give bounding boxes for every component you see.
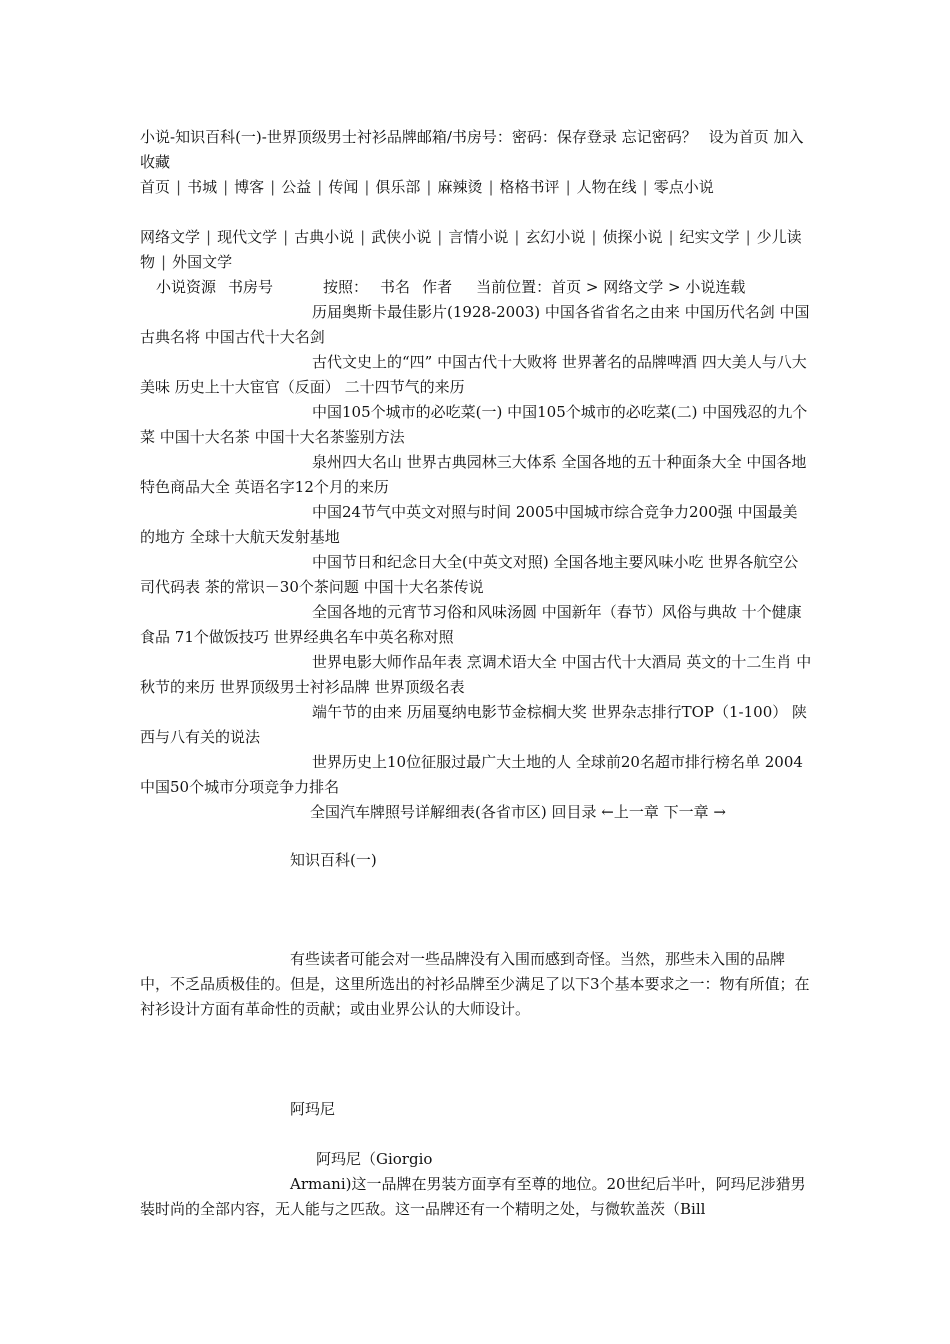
nav_genre-link[interactable]: 言情小说	[448, 228, 509, 246]
nav_main-link[interactable]: 人物在线	[576, 178, 637, 196]
nav-separator: |	[437, 228, 443, 246]
nav-separator: |	[283, 228, 289, 246]
nav-separator: |	[161, 253, 167, 271]
related-article-link[interactable]: 烹调术语大全	[466, 653, 557, 671]
related-article-link[interactable]: 全球前20名超市排行榜名单	[575, 753, 760, 771]
related-article-link[interactable]: 全国各地主要风味小吃	[553, 553, 704, 571]
related-article-link[interactable]: 全国各地的五十种面条大全	[561, 453, 742, 471]
nav-separator: |	[745, 228, 751, 246]
related-article-link[interactable]: 中国十大名茶	[159, 428, 250, 446]
related-article-link[interactable]: 世界古典园林三大体系	[406, 453, 557, 471]
novel-source-link[interactable]: 小说资源	[156, 278, 217, 296]
link-row	[140, 350, 812, 400]
breadcrumb-serial-novel[interactable]: 小说连载	[685, 278, 746, 296]
article-intro: 有些读者可能会对一些品牌没有入围而感到奇怪。当然，那些未入围的品牌中，不乏品质极佳的。但是，这里所选出的衬衫品牌至少满足了以下3个基本要求之一：物有所值；在衬衫设计方面有革命性的贡献；或由业界公认的大师设计。	[140, 950, 810, 1018]
genre-nav	[140, 225, 812, 275]
previous-chapter-link[interactable]: ←上一章	[601, 803, 659, 821]
link-row	[140, 300, 812, 350]
location-label: 当前位置：	[476, 278, 552, 296]
nav_main-link[interactable]: 书城	[187, 178, 218, 196]
related-article-link[interactable]: 2004中国50个城市分项竞争力排名	[140, 753, 803, 796]
link-row	[140, 700, 812, 750]
nav-separator: |	[514, 228, 520, 246]
breadcrumb-separator: >	[668, 278, 681, 296]
nav_genre-link[interactable]: 纪实文学	[679, 228, 740, 246]
related-article-link[interactable]: 中秋节的来历	[140, 653, 812, 696]
search-by-author-option[interactable]: 作者	[422, 278, 453, 296]
nav_main-link[interactable]: 博客	[234, 178, 265, 196]
related-article-link[interactable]: 二十四节气的来历	[344, 378, 465, 396]
add-favorite-link[interactable]: 加入收藏	[140, 128, 804, 171]
nav-separator: |	[206, 228, 212, 246]
related-article-link[interactable]: 中国105个城市的必吃菜(一)	[312, 403, 503, 421]
nav_genre-link[interactable]: 玄幻小说	[525, 228, 586, 246]
nav-separator: |	[270, 178, 276, 196]
nav_main-link[interactable]: 公益	[281, 178, 312, 196]
breadcrumb-home[interactable]: 首页	[551, 278, 582, 296]
related-article-link[interactable]: 四大美人与八大美味	[140, 353, 807, 396]
nav-separator: |	[668, 228, 674, 246]
related-article-link[interactable]: 中国24节气中英文对照与时间	[312, 503, 512, 521]
related-article-link[interactable]: 2005中国城市综合竞争力200强	[515, 503, 733, 521]
related-article-link[interactable]: 世界顶级男士衬衫品牌	[219, 678, 370, 696]
search-by-book-option[interactable]: 书名	[380, 278, 411, 296]
related-article-link[interactable]: 世界历史上10位征服过最广大土地的人	[312, 753, 572, 771]
search-by-label: 按照：	[323, 278, 369, 296]
nav_genre-link[interactable]: 古典小说	[294, 228, 355, 246]
brand-paragraph-first-line: 阿玛尼（Giorgio	[316, 1150, 433, 1168]
related-article-link[interactable]: 中国新年（春节）风俗与典故	[541, 603, 737, 621]
related-article-link[interactable]: 历届戛纳电影节金棕榈大奖	[406, 703, 587, 721]
breadcrumb-network-literature[interactable]: 网络文学	[603, 278, 664, 296]
related-article-link[interactable]: 中国各省省名之由来	[544, 303, 680, 321]
related-article-link[interactable]: 全国各地的元宵节习俗和风味汤圆	[312, 603, 538, 621]
nav-separator: |	[642, 178, 648, 196]
main-nav	[140, 175, 812, 200]
related-article-link[interactable]: 历史上十大宦官（反面）	[174, 378, 340, 396]
chapter-nav-row	[140, 800, 812, 825]
article-title: 知识百科(一)	[290, 851, 377, 869]
forgot-password-link[interactable]: 忘记密码？	[621, 128, 697, 146]
nav_genre-link[interactable]: 侦探小说	[602, 228, 663, 246]
link-row	[140, 400, 812, 450]
nav-separator: |	[360, 228, 366, 246]
related-article-link[interactable]: 71个做饭技巧	[174, 628, 269, 646]
related-article-link[interactable]: 中国十大名茶传说	[363, 578, 484, 596]
related-article-link[interactable]: 世界电影大师作品年表	[312, 653, 463, 671]
related-article-link[interactable]: 中国古代十大败将	[437, 353, 558, 371]
related-article-link[interactable]: 中国各地特色商品大全	[140, 453, 807, 496]
related-article-link[interactable]: 泉州四大名山	[312, 453, 403, 471]
nav-separator: |	[565, 178, 571, 196]
related-article-link[interactable]: 英语名字12个月的来历	[234, 478, 389, 496]
related-article-link[interactable]: 中国古典名将	[140, 303, 810, 346]
nav-separator: |	[364, 178, 370, 196]
related-article-link[interactable]: 世界著名的品牌啤酒	[561, 353, 697, 371]
breadcrumb-separator: >	[585, 278, 599, 296]
related-article-link[interactable]: 世界各航空公司代码表	[140, 553, 799, 596]
related-article-link[interactable]: 中国残忍的九个菜	[140, 403, 808, 446]
related-article-link[interactable]: 全球十大航天发射基地	[189, 528, 340, 546]
nav_genre-link[interactable]: 外国文学	[172, 253, 233, 271]
related-article-link[interactable]: 中国最美的地方	[140, 503, 798, 546]
nav_main-link[interactable]: 零点小说	[653, 178, 714, 196]
study-number-link[interactable]: 书房号	[228, 278, 274, 296]
link-row	[140, 650, 812, 700]
nav_main-link[interactable]: 格格书评	[499, 178, 560, 196]
link-row	[140, 500, 812, 550]
next-chapter-link[interactable]: 下一章 →	[663, 803, 726, 821]
nav_main-link[interactable]: 传闻	[328, 178, 359, 196]
related-article-link[interactable]: 中国十大名茶鉴别方法	[254, 428, 405, 446]
related-article-link[interactable]: 英文的十二生肖	[686, 653, 792, 671]
remember-login-link[interactable]: 保存登录	[556, 128, 617, 146]
nav-separator: |	[488, 178, 494, 196]
nav-separator: |	[426, 178, 432, 196]
search-bar	[140, 275, 812, 300]
link-row	[140, 550, 812, 600]
link-row	[140, 600, 812, 650]
link-row	[140, 750, 812, 800]
nav-separator: |	[317, 178, 323, 196]
page-title: 小说-知识百科(一)-世界顶级男士衬衫品牌	[140, 128, 417, 146]
related-article-link[interactable]: 全国汽车牌照号详解细表(各省市区)	[310, 803, 547, 821]
nav_genre-link[interactable]: 少儿读物	[140, 228, 802, 271]
nav_main-link[interactable]: 麻辣烫	[437, 178, 483, 196]
related-article-link[interactable]: 世界杂志排行TOP（1-100）	[591, 703, 788, 721]
table-of-contents-link[interactable]: 回目录	[551, 803, 597, 821]
related-article-link[interactable]: 历届奥斯卡最佳影片(1928-2003)	[312, 303, 541, 321]
related-article-link[interactable]: 世界顶级名表	[374, 678, 465, 696]
nav-separator: |	[591, 228, 597, 246]
related-article-link[interactable]: 陕西与八有关的说法	[140, 703, 808, 746]
related-article-link[interactable]: 中国节日和纪念日大全(中英文对照)	[312, 553, 549, 571]
related-article-link[interactable]: 中国历代名剑	[684, 303, 775, 321]
related-article-link[interactable]: 中国古代十大酒局	[561, 653, 682, 671]
brand-paragraph: Armani)这一品牌在男装方面享有至尊的地位。20世纪后半叶，阿玛尼涉猎男装时尚的全部内容，无人能与之匹敌。这一品牌还有一个精明之处，与微软盖茨（Bill	[140, 1175, 806, 1218]
nav_genre-link[interactable]: 网络文学	[140, 228, 201, 246]
brand-heading: 阿玛尼	[290, 1100, 336, 1118]
related-article-link[interactable]: 茶的常识－30个茶问题	[204, 578, 359, 596]
link-row	[140, 450, 812, 500]
nav_genre-link[interactable]: 现代文学	[217, 228, 278, 246]
related-article-link[interactable]: 中国105个城市的必吃菜(二)	[507, 403, 698, 421]
password-label: 密码：	[511, 128, 557, 146]
nav-separator: |	[176, 178, 182, 196]
nav_main-link[interactable]: 俱乐部	[375, 178, 421, 196]
related-article-link[interactable]: 端午节的由来	[312, 703, 403, 721]
nav-separator: |	[223, 178, 229, 196]
related-article-link[interactable]: 古代文史上的“四”	[312, 353, 433, 371]
nav_main-link[interactable]: 首页	[140, 178, 171, 196]
email-label: 邮箱/书房号：	[416, 128, 512, 146]
related-article-link[interactable]: 世界经典名车中英名称对照	[273, 628, 454, 646]
header-bar	[140, 125, 812, 175]
nav_genre-link[interactable]: 武侠小说	[371, 228, 432, 246]
set-home-link[interactable]: 设为首页	[708, 128, 769, 146]
related-article-link[interactable]: 十个健康食品	[140, 603, 802, 646]
related-article-link[interactable]: 中国古代十大名剑	[204, 328, 325, 346]
